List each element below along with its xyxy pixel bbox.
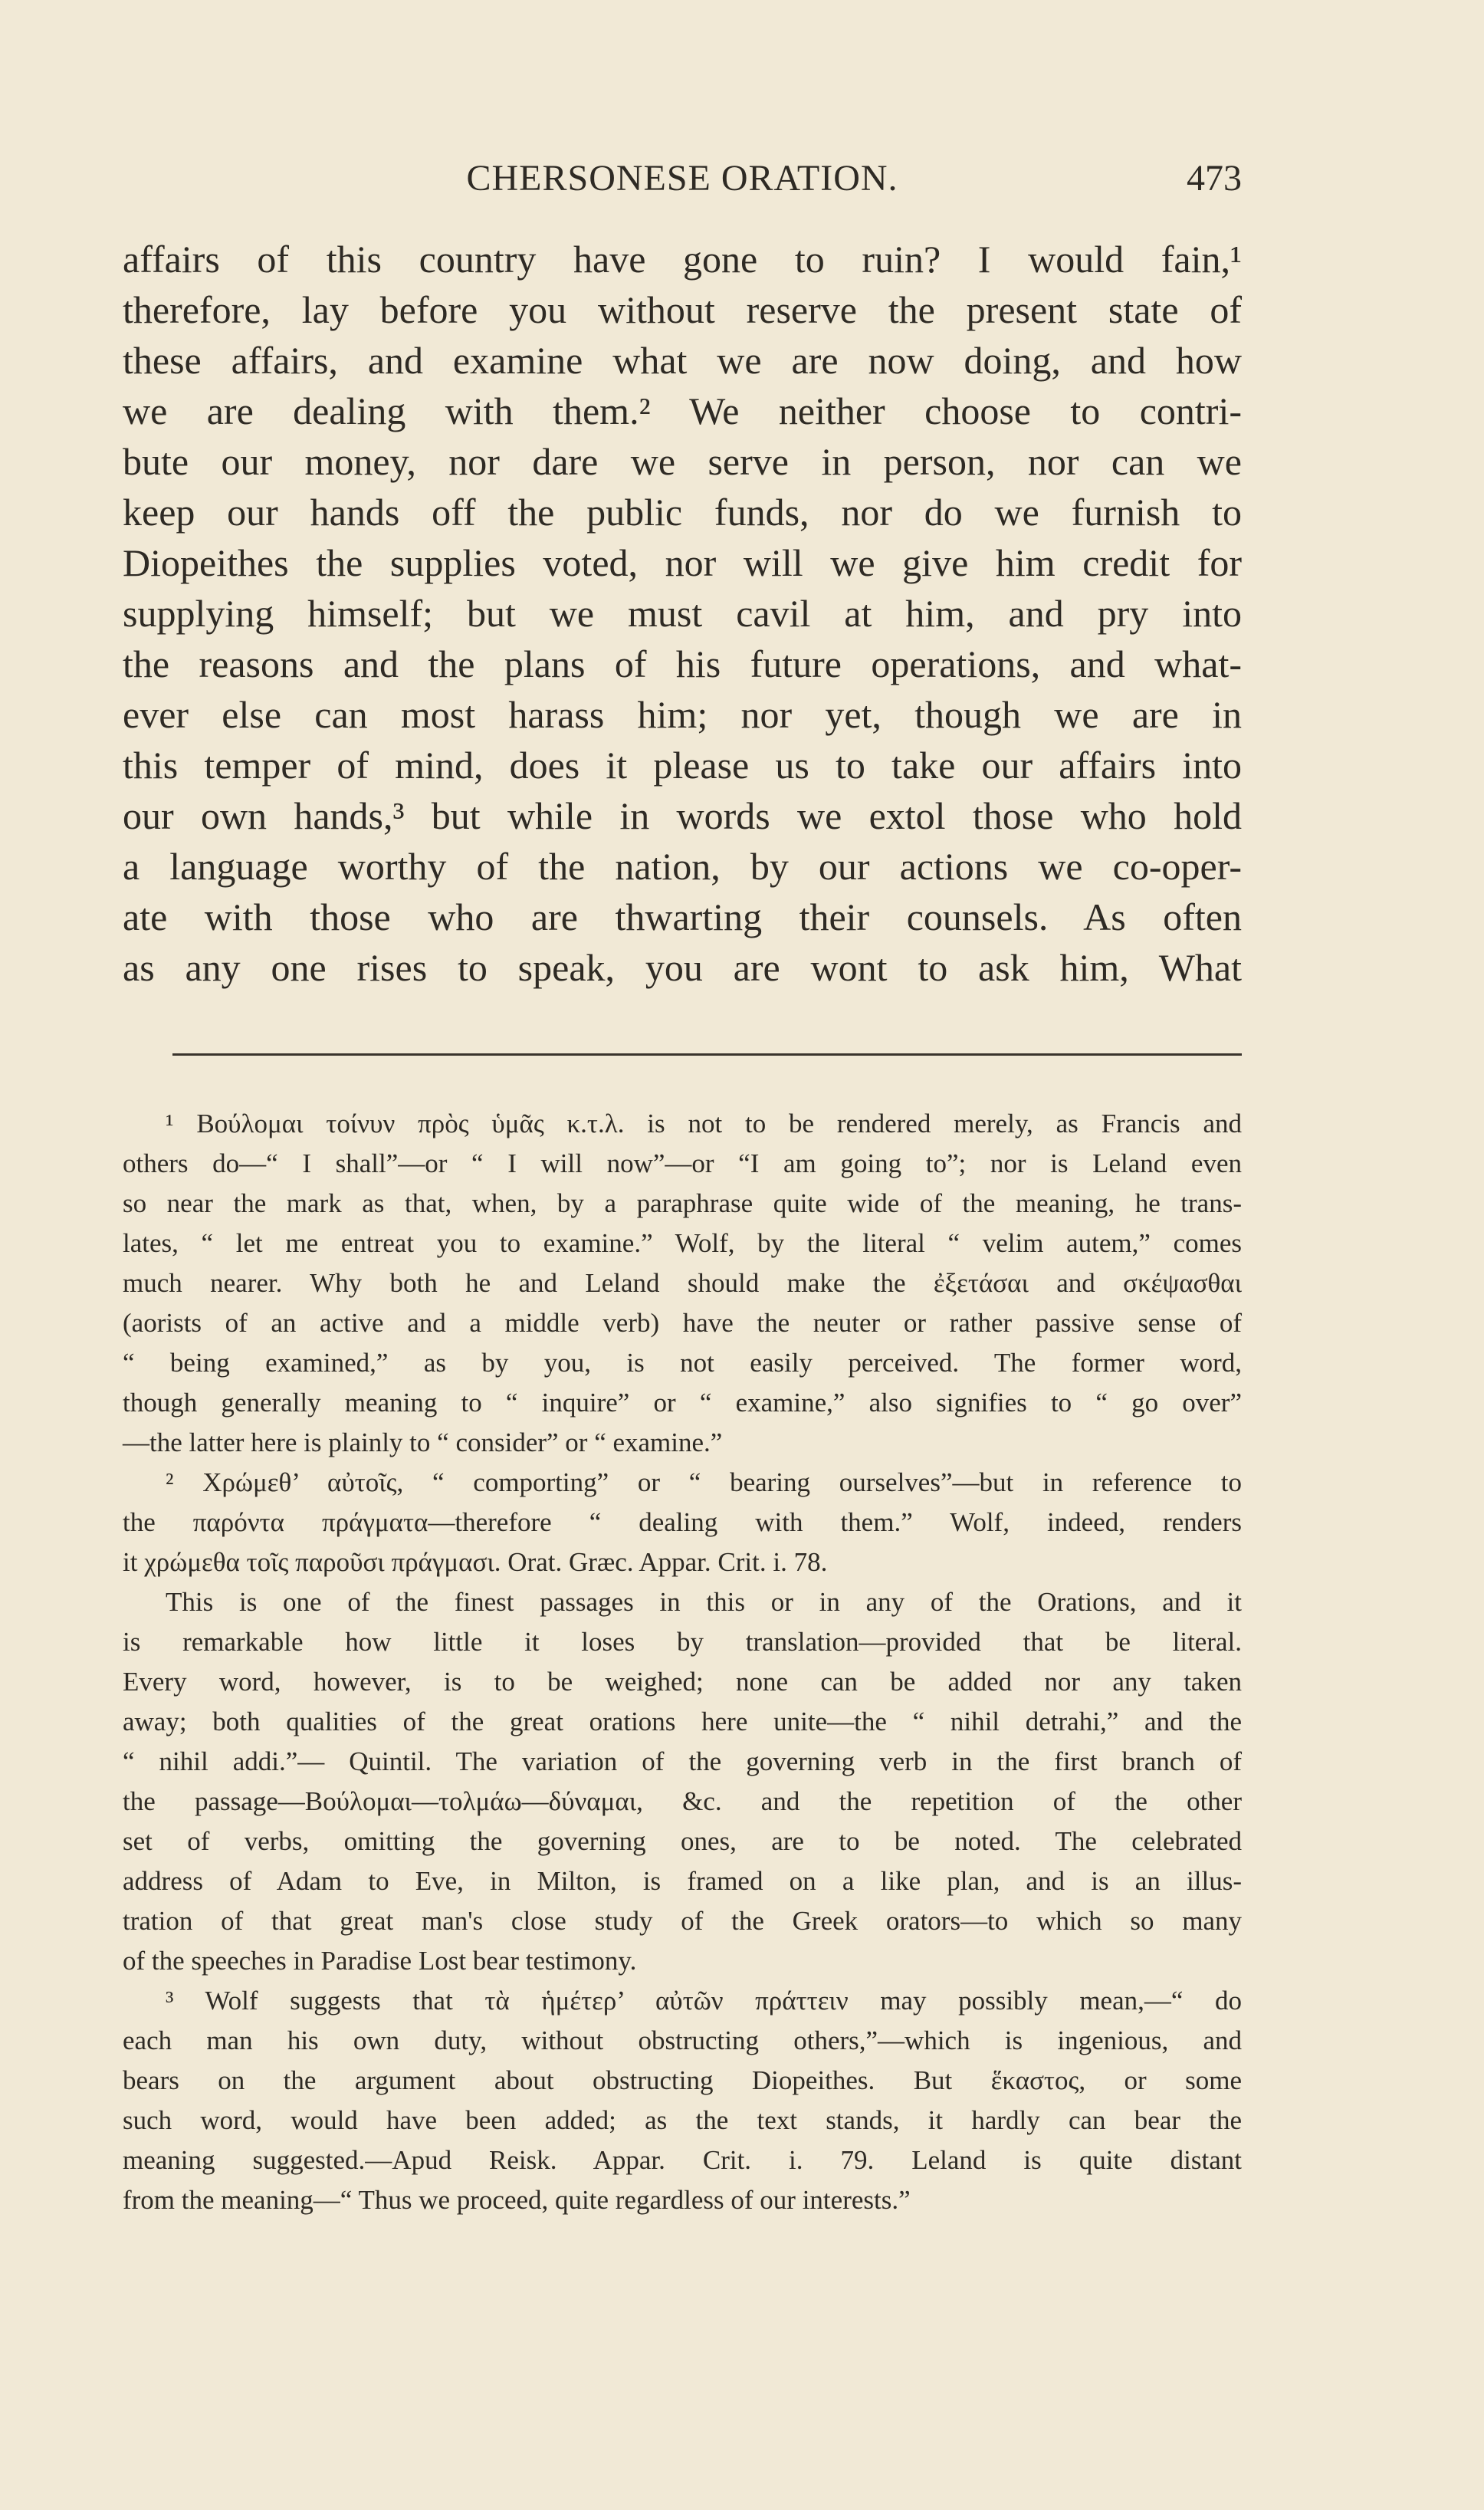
footnote-divider bbox=[172, 1053, 1242, 1056]
footnote-1-line: lates, “ let me entreat you to examine.” Wolf, by the literal “ velim autem,” comes bbox=[123, 1228, 1242, 1258]
footnote-2-line: tration of that great man's close study of the Greek orators—to which so many bbox=[123, 1906, 1242, 1936]
footnote-2-line: the passage—Βούλομαι—τολμάω—δύναμαι, &c. and the repetition of the other bbox=[123, 1786, 1242, 1816]
footnote-2-line: of the speeches in Paradise Lost bear testimony. bbox=[123, 1946, 637, 1976]
footnote-1-line: much nearer. Why both he and Leland should make the ἐξετάσαι and σκέψασθαι bbox=[123, 1268, 1242, 1298]
footnote-2-line: it χρώμεθα τοῖς παροῦσι πράγμασι. Orat. Græc. Appar. Crit. i. 78. bbox=[123, 1547, 828, 1577]
footnote-3-line: bears on the argument about obstructing Diopeithes. But ἕκαστος, or some bbox=[123, 2065, 1242, 2095]
body-line: therefore, lay before you without reserve the present state of bbox=[123, 288, 1242, 331]
body-line: affairs of this country have gone to ruin? I would fain,¹ bbox=[123, 238, 1242, 281]
footnote-1-line: (aorists of an active and a middle verb) have the neuter or rather passive sense of bbox=[123, 1308, 1242, 1338]
footnote-2-line: address of Adam to Eve, in Milton, is framed on a like plan, and is an illus- bbox=[123, 1866, 1242, 1896]
footnotes bbox=[123, 1104, 1242, 2220]
footnote-1-line: “ being examined,” as by you, is not easily perceived. The former word, bbox=[123, 1348, 1242, 1378]
footnote-2-line: the παρόντα πράγματα—therefore “ dealing with them.” Wolf, indeed, renders bbox=[123, 1507, 1242, 1537]
body-line: bute our money, nor dare we serve in person, nor can we bbox=[123, 440, 1242, 483]
footnote-1-line: others do—“ I shall”—or “ I will now”—or “I am going to”; nor is Leland even bbox=[123, 1148, 1242, 1178]
footnote-3-line: meaning suggested.—Apud Reisk. Appar. Crit. i. 79. Leland is quite distant bbox=[123, 2145, 1242, 2175]
body-line: the reasons and the plans of his future operations, and what- bbox=[123, 642, 1242, 685]
footnote-2-line: “ nihil addi.”— Quintil. The variation of the governing verb in the first branch of bbox=[123, 1746, 1242, 1776]
body-line: ate with those who are thwarting their counsels. As often bbox=[123, 895, 1242, 938]
footnote-3-line: each man his own duty, without obstructing others,”—which is ingenious, and bbox=[123, 2025, 1242, 2055]
body-line: as any one rises to speak, you are wont to ask him, What bbox=[123, 946, 1242, 989]
body-line: we are dealing with them.² We neither choose to contri- bbox=[123, 389, 1242, 432]
footnote-3-line: from the meaning—“ Thus we proceed, quite regardless of our interests.” bbox=[123, 2185, 911, 2215]
footnote-1-line: so near the mark as that, when, by a paraphrase quite wide of the meaning, he trans- bbox=[123, 1188, 1242, 1218]
body-line: a language worthy of the nation, by our actions we co-oper- bbox=[123, 845, 1242, 888]
footnote-1-line: though generally meaning to “ inquire” or “ examine,” also signifies to “ go over” bbox=[123, 1388, 1242, 1418]
page-number: 473 bbox=[1187, 158, 1242, 199]
footnote-1-line: —the latter here is plainly to “ consider” or “ examine.” bbox=[123, 1427, 723, 1457]
footnote-1-line: ¹ Βούλομαι τοίνυν πρὸς ὑμᾶς κ.τ.λ. is not to be rendered merely, as Francis and bbox=[166, 1109, 1242, 1138]
footnote-2-line: ² Χρώμεθ’ αὐτοῖς, “ comporting” or “ bearing ourselves”—but in reference to bbox=[166, 1467, 1242, 1497]
footnote-2-line: set of verbs, omitting the governing ones, are to be noted. The celebrated bbox=[123, 1826, 1242, 1856]
footnote-2-line: away; both qualities of the great orations here unite—the “ nihil detrahi,” and the bbox=[123, 1707, 1242, 1736]
footnote-2-line: This is one of the finest passages in this or in any of the Orations, and it bbox=[166, 1587, 1242, 1617]
body-line: our own hands,³ but while in words we extol those who hold bbox=[123, 794, 1242, 837]
footnote-3-line: such word, would have been added; as the text stands, it hardly can bear the bbox=[123, 2105, 1242, 2135]
body-line: this temper of mind, does it please us to take our affairs into bbox=[123, 744, 1242, 787]
body-line: keep our hands off the public funds, nor do we furnish to bbox=[123, 491, 1242, 534]
footnote-2-line: is remarkable how little it loses by translation—provided that be literal. bbox=[123, 1627, 1242, 1657]
body-line: ever else can most harass him; nor yet, though we are in bbox=[123, 693, 1242, 736]
running-title: CHERSONESE ORATION. bbox=[466, 158, 898, 199]
footnote-2-line: Every word, however, is to be weighed; none can be added nor any taken bbox=[123, 1667, 1242, 1697]
page-header bbox=[123, 157, 1242, 211]
body-line: Diopeithes the supplies voted, nor will we give him credit for bbox=[123, 541, 1242, 584]
body-text bbox=[123, 234, 1242, 993]
body-line: supplying himself; but we must cavil at him, and pry into bbox=[123, 592, 1242, 635]
footnote-3-line: ³ Wolf suggests that τὰ ἡμέτερ’ αὐτῶν πράττειν may possibly mean,—“ do bbox=[166, 1986, 1242, 2016]
body-line: these affairs, and examine what we are now doing, and how bbox=[123, 339, 1242, 382]
